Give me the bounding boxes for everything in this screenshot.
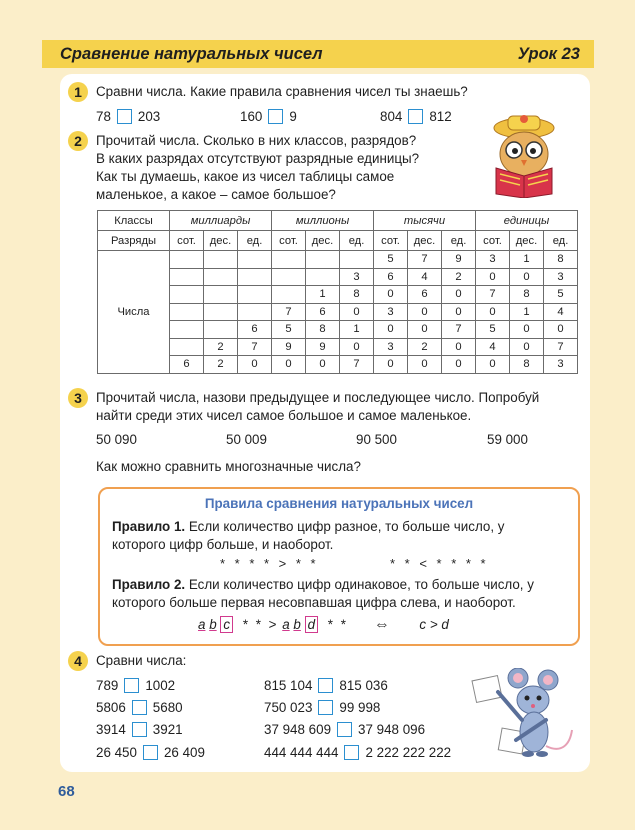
number: 9 xyxy=(289,109,297,124)
answer-box[interactable] xyxy=(132,722,147,737)
number: 3921 xyxy=(152,722,183,737)
digit-cell: 8 xyxy=(544,251,578,269)
answer-box[interactable] xyxy=(124,678,139,693)
digit-cell: 8 xyxy=(510,356,544,374)
digit-cell: 0 xyxy=(374,286,408,304)
answer-box[interactable] xyxy=(268,109,283,124)
digit-cell: 0 xyxy=(544,321,578,339)
digit-cell: 0 xyxy=(510,268,544,286)
lesson-header xyxy=(42,40,594,68)
number: 5680 xyxy=(152,700,183,715)
digit-cell xyxy=(306,268,340,286)
rank-header: сот. xyxy=(374,231,408,251)
digit-cell xyxy=(238,286,272,304)
answer-box[interactable] xyxy=(337,722,352,737)
digit-cell xyxy=(272,268,306,286)
table-row xyxy=(98,286,578,304)
task4-left-pair-2 xyxy=(96,700,183,715)
task3-number-2: 50 009 xyxy=(226,432,267,447)
digit-cell xyxy=(204,268,238,286)
number: 750 023 xyxy=(264,700,313,715)
digit-cell: 3 xyxy=(476,251,510,269)
number: 160 xyxy=(240,109,263,124)
table-row xyxy=(98,356,578,374)
digit-cell xyxy=(238,251,272,269)
table-row xyxy=(98,251,578,269)
digit-cell: 8 xyxy=(306,321,340,339)
task3-number-1: 50 090 xyxy=(96,432,137,447)
digit-cell: 7 xyxy=(476,286,510,304)
rank-header: ед. xyxy=(544,231,578,251)
number: 3914 xyxy=(96,722,126,737)
answer-box[interactable] xyxy=(318,678,333,693)
digit-cell: 1 xyxy=(306,286,340,304)
number: 815 036 xyxy=(339,678,388,693)
answer-box[interactable] xyxy=(408,109,423,124)
digit-cell: 6 xyxy=(170,356,204,374)
digit-cell xyxy=(272,251,306,269)
digit-cell: 3 xyxy=(340,268,374,286)
digit-cell: 0 xyxy=(442,356,476,374)
class-header: миллионы xyxy=(272,211,374,231)
number: 26 409 xyxy=(163,745,205,760)
digit-cell: 0 xyxy=(340,338,374,356)
digit-cell: 7 xyxy=(340,356,374,374)
class-header: миллиарды xyxy=(170,211,272,231)
rank-header: ед. xyxy=(340,231,374,251)
digit-cell: 7 xyxy=(272,303,306,321)
digit-cell: 1 xyxy=(340,321,374,339)
digit-cell: 2 xyxy=(204,356,238,374)
digit-cell: 5 xyxy=(476,321,510,339)
digit-cell: 0 xyxy=(476,303,510,321)
digit-cell xyxy=(204,286,238,304)
digit-cell: 3 xyxy=(374,303,408,321)
answer-box[interactable] xyxy=(143,745,158,760)
task3-number: 3 xyxy=(68,388,88,408)
digit-cell: 9 xyxy=(272,338,306,356)
task1-pair-1 xyxy=(96,109,160,124)
task3-question: Как можно сравнить многозначные числа? xyxy=(96,459,361,474)
digit-cell: 0 xyxy=(306,356,340,374)
number: 444 444 444 xyxy=(264,745,339,760)
task4-left-pair-4 xyxy=(96,745,205,760)
rules-title: Правила сравнения натуральных чисел xyxy=(204,496,474,511)
digit-cell: 7 xyxy=(544,338,578,356)
number: 203 xyxy=(137,109,161,124)
digit-cell: 9 xyxy=(306,338,340,356)
task2-line-3: Как ты думаешь, какое из чисел таблицы самое xyxy=(96,169,395,184)
answer-box[interactable] xyxy=(117,109,132,124)
rule2-line-2: которого больше первая несовпавшая цифра слева, и наоборот. xyxy=(112,595,516,610)
formula-d: d xyxy=(305,616,318,633)
task4-number: 4 xyxy=(68,651,88,671)
digit-cell xyxy=(204,251,238,269)
equivalence-arrow: ⇔ xyxy=(373,616,390,633)
digit-cell: 0 xyxy=(476,268,510,286)
rule2-line-1 xyxy=(112,576,534,594)
digit-cell xyxy=(272,286,306,304)
digit-cell xyxy=(340,251,374,269)
rank-header: дес. xyxy=(408,231,442,251)
digit-cell: 0 xyxy=(374,321,408,339)
task4-left-pair-3 xyxy=(96,722,183,737)
digit-cell: 0 xyxy=(442,286,476,304)
task4-right-pair-1 xyxy=(264,678,388,693)
digit-cell xyxy=(204,303,238,321)
task2-line-2: В каких разрядах отсутствуют разрядные единицы? xyxy=(96,151,420,166)
task2-line-1: Прочитай числа. Сколько в них классов, разрядов? xyxy=(96,133,417,148)
digit-cell: 0 xyxy=(408,356,442,374)
digit-cell: 8 xyxy=(510,286,544,304)
digit-cell: 0 xyxy=(238,356,272,374)
task3-line-2: найти среди этих чисел самое большое и самое маленькое. xyxy=(96,408,472,423)
class-header: тысячи xyxy=(374,211,476,231)
table-row xyxy=(98,338,578,356)
rule2-text: Если количество цифр одинаковое, то больше число, у xyxy=(188,577,534,592)
table-row xyxy=(98,321,578,339)
rank-header: сот. xyxy=(170,231,204,251)
formula-result: c > d xyxy=(419,617,449,632)
digit-cell: 2 xyxy=(408,338,442,356)
ranks-label: Разряды xyxy=(98,231,170,251)
page-number: 68 xyxy=(58,783,75,800)
formula-middle: * * > xyxy=(242,617,279,632)
digit-cell xyxy=(238,303,272,321)
formula-b: b xyxy=(209,617,217,632)
digit-cell xyxy=(170,251,204,269)
digit-cell: 6 xyxy=(306,303,340,321)
rank-header: ед. xyxy=(238,231,272,251)
digit-cell xyxy=(238,268,272,286)
number: 78 xyxy=(96,109,111,124)
task4-text: Сравни числа: xyxy=(96,653,187,668)
digit-cell: 5 xyxy=(272,321,306,339)
rule2-formula xyxy=(198,616,449,634)
rule1-label: Правило 1. xyxy=(112,519,186,534)
table-rank-row xyxy=(98,231,578,251)
number: 804 xyxy=(380,109,403,124)
number: 37 948 096 xyxy=(358,722,426,737)
lesson-number: Урок 23 xyxy=(517,45,580,63)
digit-cell: 0 xyxy=(408,321,442,339)
number: 1002 xyxy=(145,678,176,693)
formula-a: a xyxy=(198,617,206,632)
digit-cell: 5 xyxy=(374,251,408,269)
formula-tail: * * xyxy=(327,617,348,632)
digit-cell: 4 xyxy=(544,303,578,321)
task2-number: 2 xyxy=(68,131,88,151)
number: 812 xyxy=(429,109,452,124)
answer-box[interactable] xyxy=(318,700,333,715)
digit-cell: 0 xyxy=(340,303,374,321)
task4-left-pair-1 xyxy=(96,678,175,693)
formula-a: a xyxy=(282,617,290,632)
digit-cell: 0 xyxy=(510,321,544,339)
digit-cell: 3 xyxy=(544,268,578,286)
formula-b: b xyxy=(293,617,301,632)
rank-header: дес. xyxy=(510,231,544,251)
digit-cell xyxy=(170,286,204,304)
task4-right-pair-4 xyxy=(264,745,451,760)
digit-cell: 1 xyxy=(510,251,544,269)
number: 5806 xyxy=(96,700,126,715)
task1-pair-3 xyxy=(380,109,452,124)
digit-cell: 8 xyxy=(340,286,374,304)
comparison-rules-box xyxy=(98,487,580,646)
task1-text: Сравни числа. Какие правила сравнения чисел ты знаешь? xyxy=(96,84,468,99)
digit-cell: 7 xyxy=(238,338,272,356)
digit-cell: 6 xyxy=(374,268,408,286)
digit-cell: 3 xyxy=(544,356,578,374)
mouse-illustration xyxy=(470,668,580,768)
place-value-table xyxy=(97,210,578,374)
number: 37 948 609 xyxy=(264,722,332,737)
answer-box[interactable] xyxy=(132,700,147,715)
digit-cell: 0 xyxy=(272,356,306,374)
digit-cell: 0 xyxy=(442,338,476,356)
digit-cell xyxy=(170,303,204,321)
digit-cell xyxy=(170,338,204,356)
number: 26 450 xyxy=(96,745,137,760)
owl-reading-illustration xyxy=(478,110,570,198)
numbers-label: Числа xyxy=(98,251,170,374)
digit-cell: 0 xyxy=(442,303,476,321)
digit-cell: 0 xyxy=(408,303,442,321)
classes-label: Классы xyxy=(98,211,170,231)
table-row xyxy=(98,303,578,321)
formula-c: c xyxy=(220,616,233,633)
digit-cell: 2 xyxy=(204,338,238,356)
rule1-example-right: * * < * * * * xyxy=(390,556,489,571)
task2-line-4: маленькое, а какое – самое большое? xyxy=(96,187,336,202)
rank-header: сот. xyxy=(272,231,306,251)
rank-header: сот. xyxy=(476,231,510,251)
digit-cell xyxy=(170,268,204,286)
rule2-label: Правило 2. xyxy=(112,577,186,592)
page-title: Сравнение натуральных чисел xyxy=(60,45,323,63)
task4-right-pair-2 xyxy=(264,700,380,715)
digit-cell: 9 xyxy=(442,251,476,269)
number: 789 xyxy=(96,678,119,693)
digit-cell: 6 xyxy=(408,286,442,304)
rule1-line-1 xyxy=(112,518,505,536)
task4-right-pair-3 xyxy=(264,722,425,737)
task3-number-4: 59 000 xyxy=(487,432,528,447)
table-header-row xyxy=(98,211,578,231)
digit-cell: 0 xyxy=(510,338,544,356)
rank-header: ед. xyxy=(442,231,476,251)
class-header: единицы xyxy=(476,211,578,231)
digit-cell: 3 xyxy=(374,338,408,356)
number: 2 222 222 222 xyxy=(365,745,452,760)
rule1-example-left: * * * * > * * xyxy=(220,556,319,571)
digit-cell: 5 xyxy=(544,286,578,304)
digit-cell: 7 xyxy=(442,321,476,339)
digit-cell: 7 xyxy=(408,251,442,269)
task1-number: 1 xyxy=(68,82,88,102)
rank-header: дес. xyxy=(204,231,238,251)
task3-line-1: Прочитай числа, назови предыдущее и последующее число. Попробуй xyxy=(96,390,540,405)
task3-number-3: 90 500 xyxy=(356,432,397,447)
digit-cell xyxy=(170,321,204,339)
digit-cell: 0 xyxy=(374,356,408,374)
task1-pair-2 xyxy=(240,109,297,124)
digit-cell xyxy=(306,251,340,269)
rule1-text: Если количество цифр разное, то больше число, у xyxy=(188,519,505,534)
table-row xyxy=(98,268,578,286)
digit-cell: 4 xyxy=(476,338,510,356)
rule1-line-2: которого цифр больше, и наоборот. xyxy=(112,537,334,552)
digit-cell: 2 xyxy=(442,268,476,286)
digit-cell: 1 xyxy=(510,303,544,321)
digit-cell: 4 xyxy=(408,268,442,286)
rank-header: дес. xyxy=(306,231,340,251)
number: 815 104 xyxy=(264,678,313,693)
digit-cell xyxy=(204,321,238,339)
digit-cell: 6 xyxy=(238,321,272,339)
digit-cell: 0 xyxy=(476,356,510,374)
answer-box[interactable] xyxy=(344,745,359,760)
number: 99 998 xyxy=(339,700,381,715)
